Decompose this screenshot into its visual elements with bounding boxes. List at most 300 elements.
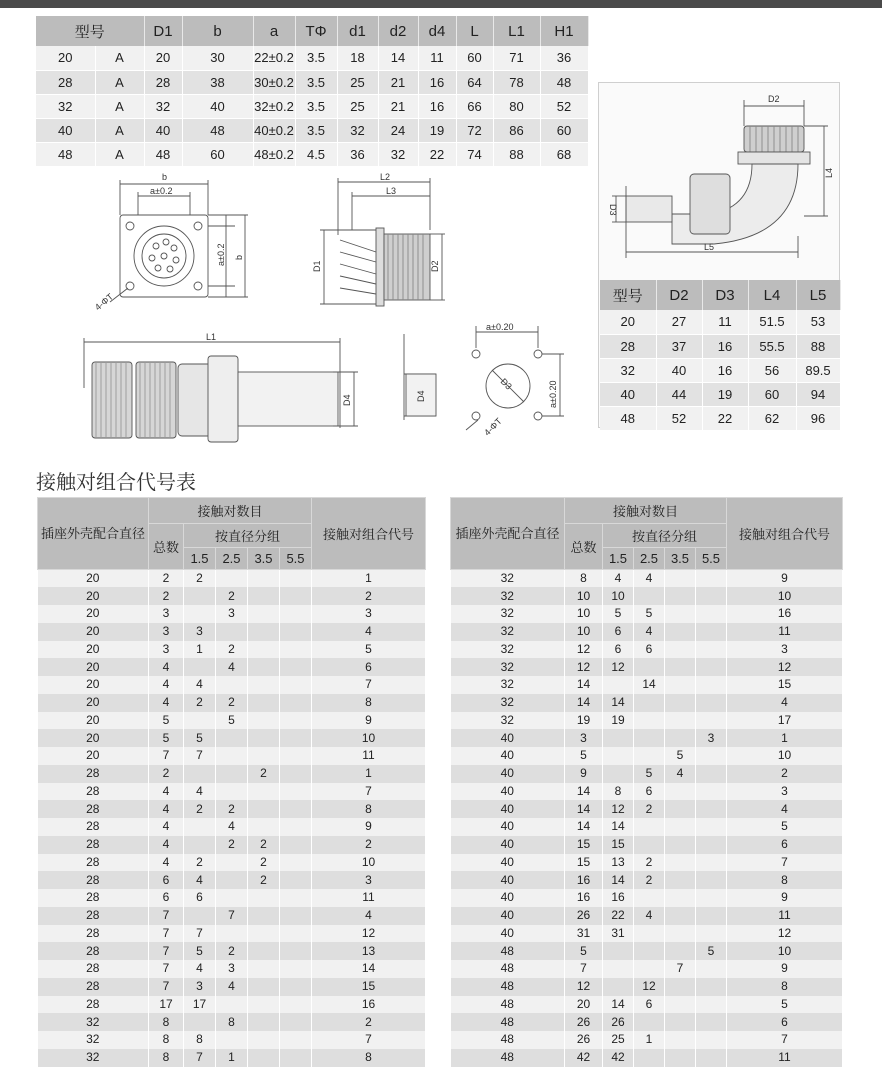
table-cell: 6 [149,871,184,889]
table-cell [665,871,696,889]
table-cell: 2 [248,854,280,872]
table-cell: 2 [634,871,665,889]
table-row [38,854,426,872]
table-cell: 16 [727,605,843,623]
table-cell: 4 [603,570,634,588]
table-cell: 19 [565,712,603,730]
table-cell: 9 [727,570,843,588]
table-cell: 5 [184,942,216,960]
table-row [600,334,840,358]
table-cell: 48 [144,142,182,166]
table-cell [280,712,312,730]
table-cell: 48 [182,118,253,142]
table-cell: 6 [184,889,216,907]
table-cell: 20 [600,310,656,334]
table-cell: 25 [337,94,378,118]
table-cell: 4 [216,818,248,836]
table-cell: 3 [727,783,843,801]
table-cell: 4 [149,836,184,854]
table-row [451,765,843,783]
table-cell: 1 [184,641,216,659]
table-cell [603,676,634,694]
table-cell: 4 [665,765,696,783]
table-cell [696,658,727,676]
table-cell [696,925,727,943]
table-cell: 3.5 [295,70,337,94]
table-cell [634,1013,665,1031]
table-cell: 28 [38,925,149,943]
table-row [451,712,843,730]
table-cell [216,1031,248,1049]
table-row [38,676,426,694]
table-row [38,818,426,836]
table-row [451,1049,843,1067]
column-header: H1 [540,16,588,46]
table-cell [634,960,665,978]
table-cell: 26 [603,1013,634,1031]
table-cell [248,712,280,730]
table-cell [603,960,634,978]
table-cell: 2 [184,570,216,588]
table-cell [696,800,727,818]
table-cell: 7 [565,960,603,978]
label-r-L4: L4 [824,167,834,178]
label-D4: D4 [342,394,352,406]
table-cell [634,818,665,836]
table-cell: 37 [656,334,702,358]
label-L2: L2 [380,172,391,182]
table-cell [696,1031,727,1049]
table-cell: 19 [418,118,456,142]
table-cell: 6 [634,996,665,1014]
table-cell [280,907,312,925]
flange-front-drawing [90,170,250,313]
table-cell: 5 [312,641,426,659]
table-cell: 48 [540,70,588,94]
table-cell [216,765,248,783]
table-cell: 14 [603,694,634,712]
table-cell: 4 [634,570,665,588]
table-cell [248,818,280,836]
table-cell: 2 [727,765,843,783]
table-cell: 48 [451,960,565,978]
table-cell: 48 [451,996,565,1014]
table-cell: 17 [727,712,843,730]
table-cell: 6 [149,889,184,907]
table-cell: 28 [600,334,656,358]
table-cell [696,712,727,730]
table-cell [248,942,280,960]
table-cell: 28 [38,783,149,801]
table-cell: 40 [451,889,565,907]
label-b: b [162,172,168,182]
table-cell: 2 [312,587,426,605]
table-cell: 3.5 [295,118,337,142]
table-cell [665,712,696,730]
table-cell: 14 [565,800,603,818]
table-cell: 10 [565,605,603,623]
table-cell: 14 [603,818,634,836]
table-cell: 14 [565,818,603,836]
table-row [36,46,588,70]
table-cell: 7 [727,854,843,872]
table-cell: 21 [378,70,418,94]
table-row [38,871,426,889]
table-cell: 2 [184,800,216,818]
table-cell [184,658,216,676]
table-cell: 2 [216,800,248,818]
table-cell: 7 [149,978,184,996]
table-cell: 40 [451,925,565,943]
table-cell [248,570,280,588]
table-cell: 7 [149,925,184,943]
label-r-D2: D2 [768,94,780,104]
table-cell [696,765,727,783]
table-row [451,925,843,943]
table-cell: 55.5 [748,334,796,358]
table-cell [665,694,696,712]
table-row [451,1031,843,1049]
table-cell [665,996,696,1014]
table-cell: 8 [312,694,426,712]
table-cell: 11 [312,747,426,765]
header-by-diameter: 按直径分组 [184,524,312,548]
table-cell [216,871,248,889]
table-cell: 7 [665,960,696,978]
table-cell: 13 [603,854,634,872]
column-header: 型号 [36,16,144,46]
table-cell [634,658,665,676]
table-cell: 24 [378,118,418,142]
table-cell: 14 [603,871,634,889]
table-cell [280,623,312,641]
table-cell: 60 [540,118,588,142]
table-cell: 94 [796,382,840,406]
label-b-v: b [234,254,244,260]
table-cell: 7 [149,747,184,765]
table-cell [280,658,312,676]
table-cell: 20 [38,694,149,712]
table-cell [216,996,248,1014]
table-cell [248,676,280,694]
column-header: D2 [656,280,702,310]
table-cell: 20 [144,46,182,70]
table-cell [280,818,312,836]
table-cell: 64 [456,70,493,94]
table-cell: 5 [696,942,727,960]
table-cell: 10 [565,623,603,641]
table-cell: 48 [451,978,565,996]
table-cell: 7 [149,942,184,960]
table-cell: 14 [603,996,634,1014]
table-row [451,605,843,623]
table-cell: 9 [312,712,426,730]
header-code: 接触对组合代号 [312,498,426,570]
table-cell [665,641,696,659]
table-cell: 4 [149,818,184,836]
table-cell: 11 [727,623,843,641]
table-row [451,747,843,765]
table-cell: 4 [312,623,426,641]
table-cell: 86 [493,118,540,142]
table-cell: 2 [248,871,280,889]
header-d55: 5.5 [696,548,727,570]
table-cell [665,800,696,818]
table-cell [634,836,665,854]
table-cell: 8 [565,570,603,588]
table-cell: 28 [38,889,149,907]
table-cell [248,694,280,712]
table-row [451,1013,843,1031]
table-cell: 2 [312,1013,426,1031]
table-cell: 32 [451,658,565,676]
table-cell: 10 [565,587,603,605]
table-cell: 36 [337,142,378,166]
table-cell: 10 [603,587,634,605]
table-row [38,765,426,783]
table-cell: 88 [493,142,540,166]
table-cell: 16 [702,358,748,382]
table-cell: 31 [603,925,634,943]
table-cell: 28 [38,765,149,783]
table-cell: 19 [702,382,748,406]
table-cell: 15 [565,836,603,854]
table-cell: 4 [184,871,216,889]
table-cell [696,889,727,907]
table-cell: A [95,94,144,118]
table-cell: 38 [182,70,253,94]
table-cell: 7 [312,1031,426,1049]
table-row [38,712,426,730]
table-cell: 6 [727,1013,843,1031]
contact-table-left [37,497,426,1067]
table-cell [248,960,280,978]
table-cell: 2 [149,587,184,605]
table-cell: 8 [149,1049,184,1067]
table-cell: 40±0.2 [253,118,295,142]
table-cell [184,605,216,623]
table-cell: 48 [451,1013,565,1031]
table-cell: 12 [565,978,603,996]
table-cell: 4 [634,907,665,925]
table-row [600,406,840,430]
header-total: 总数 [565,524,603,570]
table-cell [696,907,727,925]
table-cell: 20 [38,570,149,588]
table-cell: 10 [727,942,843,960]
header-d25: 2.5 [216,548,248,570]
table-cell [634,942,665,960]
table-cell [248,925,280,943]
table-cell: 7 [312,783,426,801]
table-cell [216,889,248,907]
table-cell [696,747,727,765]
table-cell: 21 [378,94,418,118]
table-cell: 5 [603,605,634,623]
table-cell: 40 [451,729,565,747]
table-cell: 48 [451,1031,565,1049]
table-cell: 60 [182,142,253,166]
table-cell: 32 [451,712,565,730]
label-hole: 4-ΦT [92,291,116,313]
table-cell [216,854,248,872]
contact-table-right [450,497,843,1067]
table-cell: 32 [451,641,565,659]
table-cell: 11 [702,310,748,334]
table-cell [696,818,727,836]
table-cell [280,587,312,605]
table-cell: 3 [565,729,603,747]
table-cell [248,978,280,996]
table-cell: 52 [540,94,588,118]
table-cell: 10 [312,729,426,747]
table-cell: 17 [149,996,184,1014]
table-cell [603,729,634,747]
table-cell [696,1049,727,1067]
column-header: L [456,16,493,46]
table-cell: 2 [184,694,216,712]
table-cell: 8 [216,1013,248,1031]
table-row [36,118,588,142]
table-cell [665,570,696,588]
table-row [38,658,426,676]
label-D1: D1 [312,260,322,272]
column-header: d4 [418,16,456,46]
table-cell [665,605,696,623]
table-cell: 15 [565,854,603,872]
right-angle-drawing [602,86,838,276]
table-cell [280,996,312,1014]
table-cell: 26 [565,1013,603,1031]
table-cell: 11 [727,1049,843,1067]
table-cell: 20 [36,46,95,70]
table-cell: 51.5 [748,310,796,334]
table-cell: 4 [149,658,184,676]
table-cell [184,818,216,836]
table-cell: 40 [451,907,565,925]
table-row [451,641,843,659]
table-cell: 16 [702,334,748,358]
label-D3: D3 [498,376,514,392]
table-cell [665,1031,696,1049]
table-cell: 5 [216,712,248,730]
table-cell: 20 [38,712,149,730]
table-cell: 14 [565,694,603,712]
table-cell: 42 [603,1049,634,1067]
table-cell: 8 [149,1013,184,1031]
table-cell [696,836,727,854]
table-cell: 18 [337,46,378,70]
table-row [36,70,588,94]
table-cell: 4 [184,676,216,694]
table-cell: 4 [149,676,184,694]
table-cell: 5 [184,729,216,747]
table-cell [248,800,280,818]
table-cell: A [95,118,144,142]
table-row [451,996,843,1014]
table-cell [216,783,248,801]
table-cell: 3 [727,641,843,659]
table-cell [248,1031,280,1049]
table-cell: 40 [451,747,565,765]
table-cell [184,836,216,854]
table-cell: 32 [38,1031,149,1049]
table-cell [634,729,665,747]
table-row [451,854,843,872]
table-cell: 5 [727,818,843,836]
table-cell: 9 [727,960,843,978]
table-cell: 32 [378,142,418,166]
label-D4-b: D4 [416,390,426,402]
table-cell: 28 [38,871,149,889]
table-cell: 11 [418,46,456,70]
table-cell: 32 [38,1049,149,1067]
table-cell: 5 [565,942,603,960]
table-cell: 40 [182,94,253,118]
table-row [38,800,426,818]
table-cell: 88 [796,334,840,358]
table-cell: 19 [603,712,634,730]
table-cell [634,747,665,765]
table-cell: 4 [149,800,184,818]
table-cell: 9 [727,889,843,907]
table-cell [216,747,248,765]
table-cell: 40 [451,765,565,783]
table-cell [280,978,312,996]
label-hole2: 4-ΦT [482,415,504,438]
table-cell: 5 [149,729,184,747]
table-cell: 2 [216,942,248,960]
table-cell [603,978,634,996]
table-cell: 4 [149,694,184,712]
table-cell [216,729,248,747]
table-cell: 32 [36,94,95,118]
table-cell: 10 [312,854,426,872]
table-cell: 3 [312,871,426,889]
table-cell: 2 [216,641,248,659]
table-row [38,1031,426,1049]
table-cell: 40 [451,854,565,872]
table-cell [280,889,312,907]
table-cell [634,712,665,730]
table-cell: 4 [727,800,843,818]
table-cell: 4 [634,623,665,641]
table-row [38,783,426,801]
table-cell: 53 [796,310,840,334]
table-row [451,889,843,907]
table-cell [184,1013,216,1031]
table-cell: 60 [748,382,796,406]
table-row [38,960,426,978]
table-cell: A [95,70,144,94]
table-cell: 40 [451,836,565,854]
table-row [451,800,843,818]
table-cell: 4 [184,783,216,801]
table-cell [248,729,280,747]
table-cell [280,800,312,818]
table-cell: 3 [149,623,184,641]
table-cell: 14 [634,676,665,694]
table-cell: 4 [727,694,843,712]
table-cell: 48 [600,406,656,430]
table-cell: 16 [418,70,456,94]
table-cell: 80 [493,94,540,118]
table-cell: 9 [565,765,603,783]
label-a-tol2-v: a±0.20 [548,380,558,408]
table-row [451,836,843,854]
table-cell [696,676,727,694]
top-bar [0,0,882,8]
